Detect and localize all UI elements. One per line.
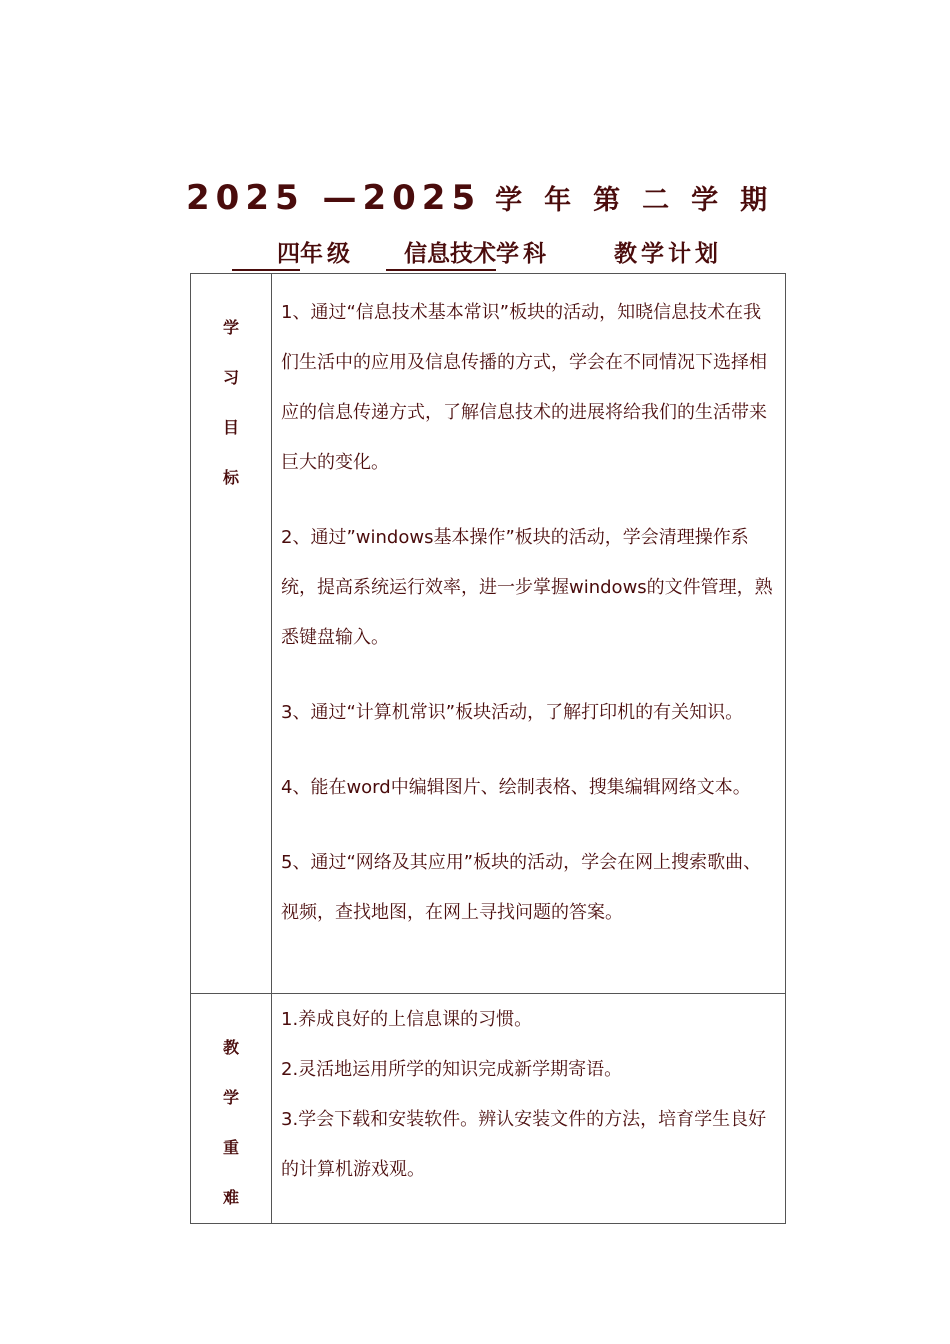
goal-item-1: 1、通过“信息技术基本常识”板块的活动，知晓信息技术在我们生活中的应用及信息传播的方式，学会在不同情况下选择相应的信息传递方式，了解信息技术的进展将给我们的生活带来巨大的变化。 xyxy=(281,302,767,473)
label-char: 标 xyxy=(222,468,239,487)
goals-label xyxy=(191,274,271,503)
label-char: 重 xyxy=(222,1138,239,1157)
table-row-goals xyxy=(191,274,786,994)
table-row-key-points xyxy=(191,994,786,1224)
year-range: 2025 —2025 xyxy=(186,178,482,218)
label-char: 教 xyxy=(222,1038,239,1057)
document-title xyxy=(186,178,790,218)
label-char: 学 xyxy=(222,318,239,337)
goal-item-3: 3、通过“计算机常识”板块活动，了解打印机的有关知识。 xyxy=(281,702,744,723)
term-label: 学年第二学期 xyxy=(495,185,790,216)
goals-label-cell xyxy=(191,274,272,994)
label-char: 目 xyxy=(222,418,239,437)
subject-suffix: 学科 xyxy=(496,241,550,267)
label-char: 习 xyxy=(222,368,239,387)
goal-item-5: 5、通过“网络及其应用”板块的活动，学会在网上搜索歌曲、视频，查找地图，在网上寻找问题的答案。 xyxy=(281,852,762,923)
goals-content-cell xyxy=(272,274,786,994)
key-point-item-2: 2.灵活地运用所学的知识完成新学期寄语。 xyxy=(281,1059,623,1080)
key-point-item-1: 1.养成良好的上信息课的习惯。 xyxy=(281,1009,533,1030)
goal-item-4: 4、能在word中编辑图片、绘制表格、搜集编辑网络文本。 xyxy=(281,777,751,798)
key-points-label-cell xyxy=(191,994,272,1224)
key-points-content-cell xyxy=(272,994,786,1224)
grade-value: 四 xyxy=(232,239,300,271)
subject-value: 信息技术 xyxy=(386,239,496,271)
goal-item-2: 2、通过”windows基本操作”板块的活动，学会清理操作系统，提高系统运行效率，进一步掌握windows的文件管理，熟悉键盘输入。 xyxy=(281,527,773,648)
key-points-label xyxy=(191,994,271,1223)
label-char: 难 xyxy=(222,1188,239,1207)
grade-suffix: 年级 xyxy=(300,241,354,267)
label-char: 学 xyxy=(222,1088,239,1107)
plan-table xyxy=(190,273,786,1224)
key-point-item-3: 3.学会下载和安装软件。辨认安装文件的方法，培育学生良好的计算机游戏观。 xyxy=(281,1109,767,1180)
doc-type: 教学计划 xyxy=(614,241,722,267)
document-subtitle xyxy=(232,236,722,272)
